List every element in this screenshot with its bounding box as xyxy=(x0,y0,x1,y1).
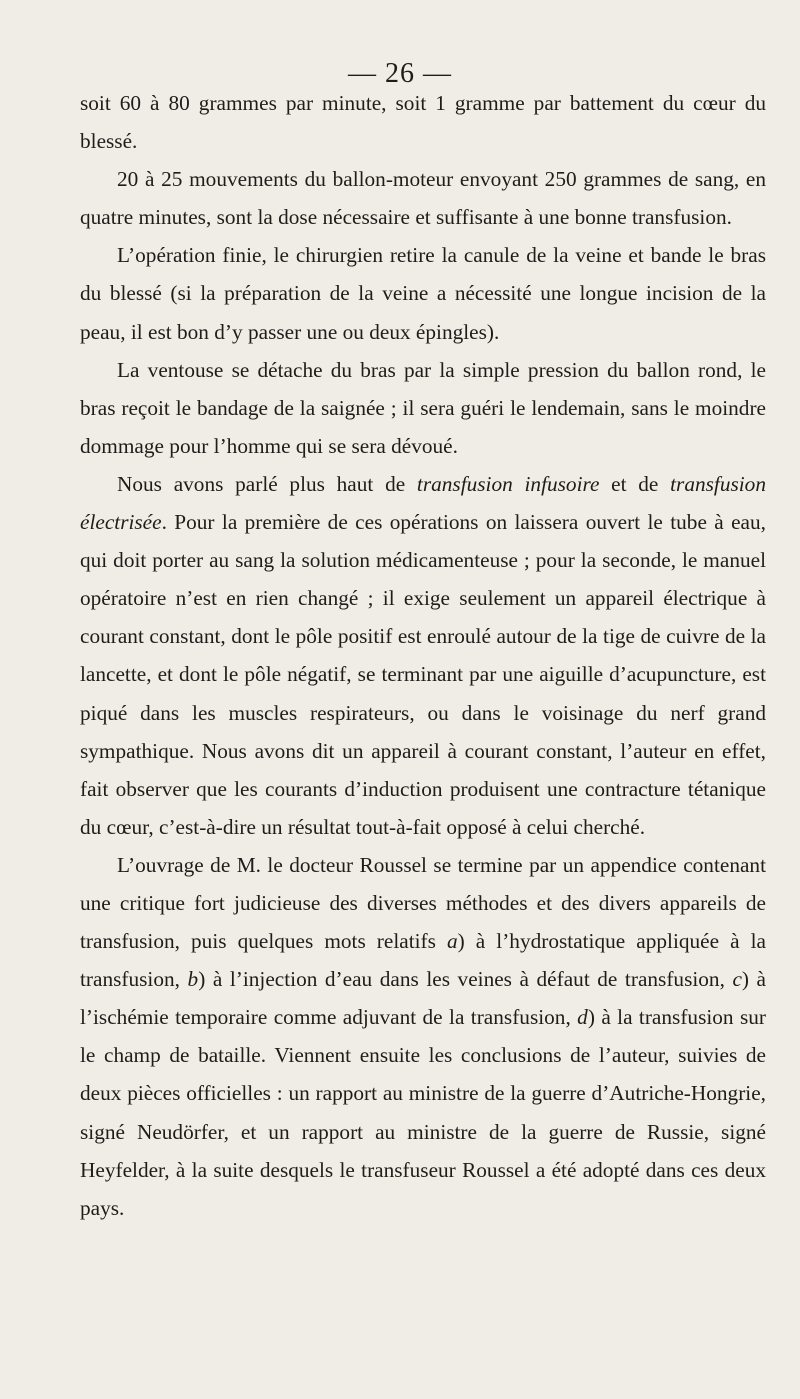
text-run: ) à l’hydrostatique appliquée à la transfusion, xyxy=(80,929,766,992)
paragraph xyxy=(80,351,766,465)
italic-text: transfusion électrisée xyxy=(80,471,766,535)
paragraph xyxy=(80,846,766,1227)
text-run: La ventouse se détache du bras par la simple pression du ballon rond, le bras reçoit le bandage de la saignée ; il sera guéri le lendemain, sans le moindre dommage pour l’homme qui se sera dévoué. xyxy=(80,357,766,458)
italic-text: a xyxy=(446,929,458,954)
text-run: ) à la transfusion sur le champ de bataille. Viennent ensuite les conclusions de l’auteur, suivies de deux pièces officielles : un rapport au ministre de la guerre d’Autriche-Hongrie, signé Neudörfer, et un rapport au ministre de la guerre de Russie, signé Heyfelder, à la suite desquels le transfuseur Roussel a été adopté dans ces deux pays. xyxy=(80,1005,766,1220)
paragraph xyxy=(80,465,766,846)
italic-text: b xyxy=(187,967,199,992)
paragraph xyxy=(80,236,766,350)
paragraph xyxy=(80,160,766,236)
italic-text: d xyxy=(577,1005,588,1030)
italic-text: transfusion infusoire xyxy=(416,471,600,496)
body-text xyxy=(80,84,766,1227)
text-run: et de xyxy=(599,471,671,496)
paragraph xyxy=(80,84,766,160)
page-number: — 26 — xyxy=(348,58,452,89)
text-run: ) à l’injection d’eau dans les veines à défaut de transfusion, xyxy=(198,967,733,992)
text-run: Nous avons parlé plus haut de xyxy=(117,471,417,496)
text-run: 20 à 25 mouvements du ballon-moteur envoyant 250 grammes de sang, en quatre minutes, sont la dose nécessaire et suffisante à une bonne transfusion. xyxy=(80,167,766,230)
text-run: . Pour la première de ces opérations on laissera ouvert le tube à eau, qui doit porter au sang la solution médicamenteuse ; pour la seconde, le manuel opératoire n’est en rien changé ; il exige seulement un appareil électrique à courant constant, dont le pôle positif est enroulé autour de la tige de cuivre de la lancette, et dont le pôle négatif, se terminant par une aiguille d’acupuncture, est piqué dans les muscles respirateurs, ou dans le voisinage du nerf grand sympathique. Nous avons dit un appareil à courant constant, l’auteur en effet, fait observer que les courants d’induction produisent une contracture tétanique du cœur, c’est-à-dire un résultat tout-à-fait opposé à celui cherché. xyxy=(80,510,766,839)
text-run: soit 60 à 80 grammes par minute, soit 1 gramme par battement du cœur du blessé. xyxy=(80,91,766,154)
italic-text: c xyxy=(732,967,742,992)
text-run: L’ouvrage de M. le docteur Roussel se termine par un appendice contenant une critique fort judicieuse des diverses méthodes et des divers appareils de transfusion, puis quelques mots relatifs xyxy=(80,852,766,954)
text-run: ) à l’ischémie temporaire comme adjuvant de la transfusion, xyxy=(80,967,767,1030)
text-run: L’opération finie, le chirurgien retire la canule de la veine et bande le bras du blessé (si la préparation de la veine a nécessité une longue incision de la peau, il est bon d’y passer une ou deux épingles). xyxy=(80,243,766,344)
